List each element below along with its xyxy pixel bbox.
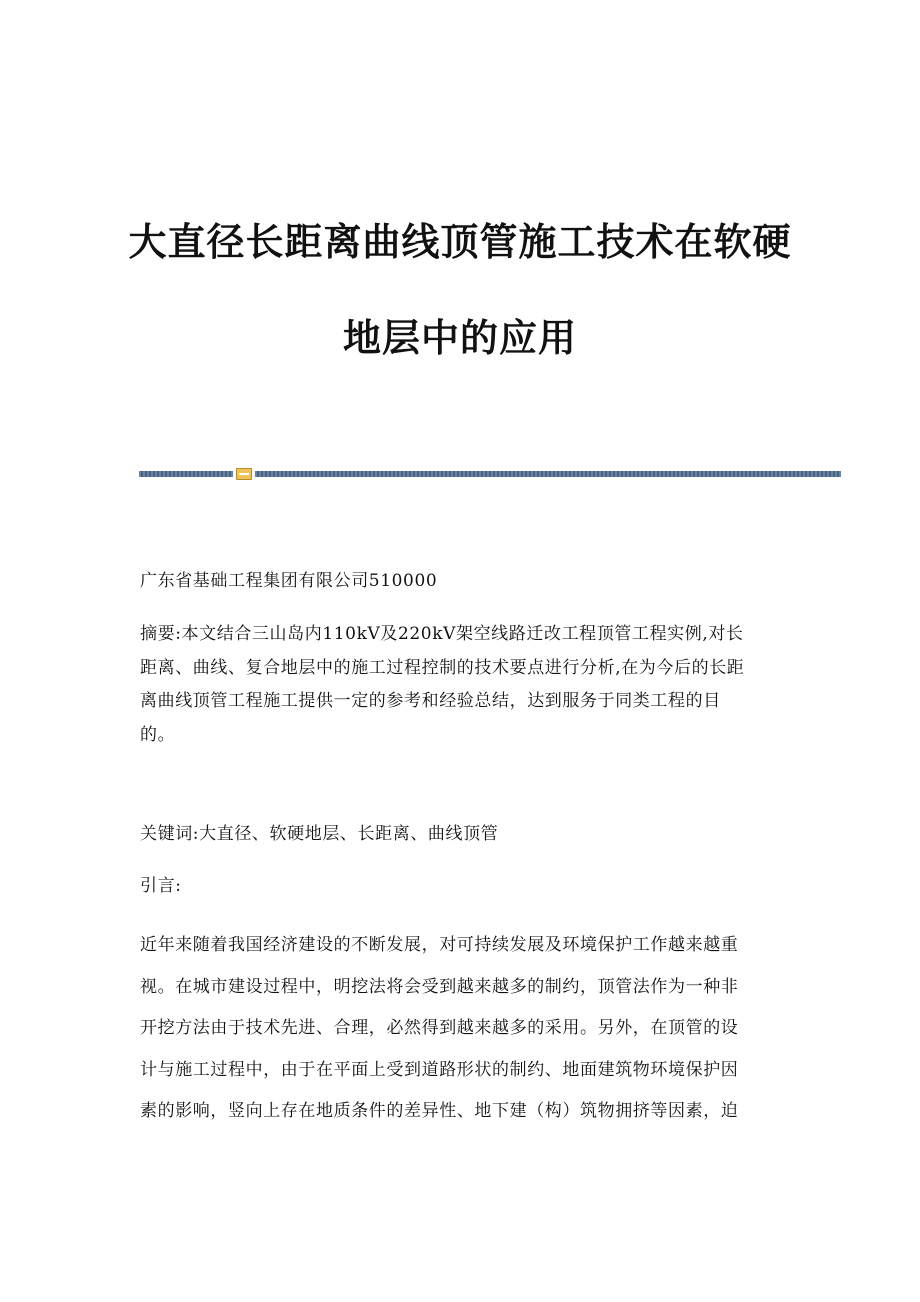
affiliation <box>140 565 780 599</box>
title-line-1: 大直径长距离曲线顶管施工技术在软硬 <box>128 220 792 264</box>
intro-heading-text: 引言: <box>140 876 182 896</box>
body-line: 素的影响，竖向上存在地质条件的差异性、地下建（构）筑物拥挤等因素，迫 <box>140 1101 739 1121</box>
decorative-divider <box>139 470 841 478</box>
abstract-line: 摘要:本文结合三山岛内110kV及220kV架空线路迁改工程顶管工程实例,对长 <box>140 624 744 644</box>
abstract <box>140 618 780 752</box>
divider-bar-right <box>255 471 841 477</box>
abstract-line: 的。 <box>140 724 176 745</box>
body-line: 计与施工过程中，由于在平面上受到道路形状的制约、地面建筑物环境保护因 <box>140 1059 739 1080</box>
affiliation-text: 广东省基础工程集团有限公司510000 <box>140 571 438 591</box>
envelope-icon <box>236 468 252 480</box>
body-line: 开挖方法由于技术先进、合理，必然得到越来越多的采用。另外，在顶管的设 <box>140 1018 739 1038</box>
divider-bar-left <box>139 471 233 477</box>
body-line: 视。在城市建设过程中，明挖法将会受到越来越多的制约，顶管法作为一种非 <box>140 976 739 997</box>
intro-heading <box>140 870 780 904</box>
keywords <box>140 818 780 852</box>
keywords-text: 关键词:大直径、软硬地层、长距离、曲线顶管 <box>140 824 499 844</box>
body-paragraph <box>140 925 780 1133</box>
body-line: 近年来随着我国经济建设的不断发展，对可持续发展及环境保护工作越来越重 <box>140 935 739 955</box>
abstract-line: 离曲线顶管工程施工提供一定的参考和经验总结，达到服务于同类工程的目 <box>140 691 721 711</box>
title-line-2: 地层中的应用 <box>342 316 577 360</box>
abstract-line: 距离、曲线、复合地层中的施工过程控制的技术要点进行分析,在为今后的长距 <box>140 657 745 678</box>
